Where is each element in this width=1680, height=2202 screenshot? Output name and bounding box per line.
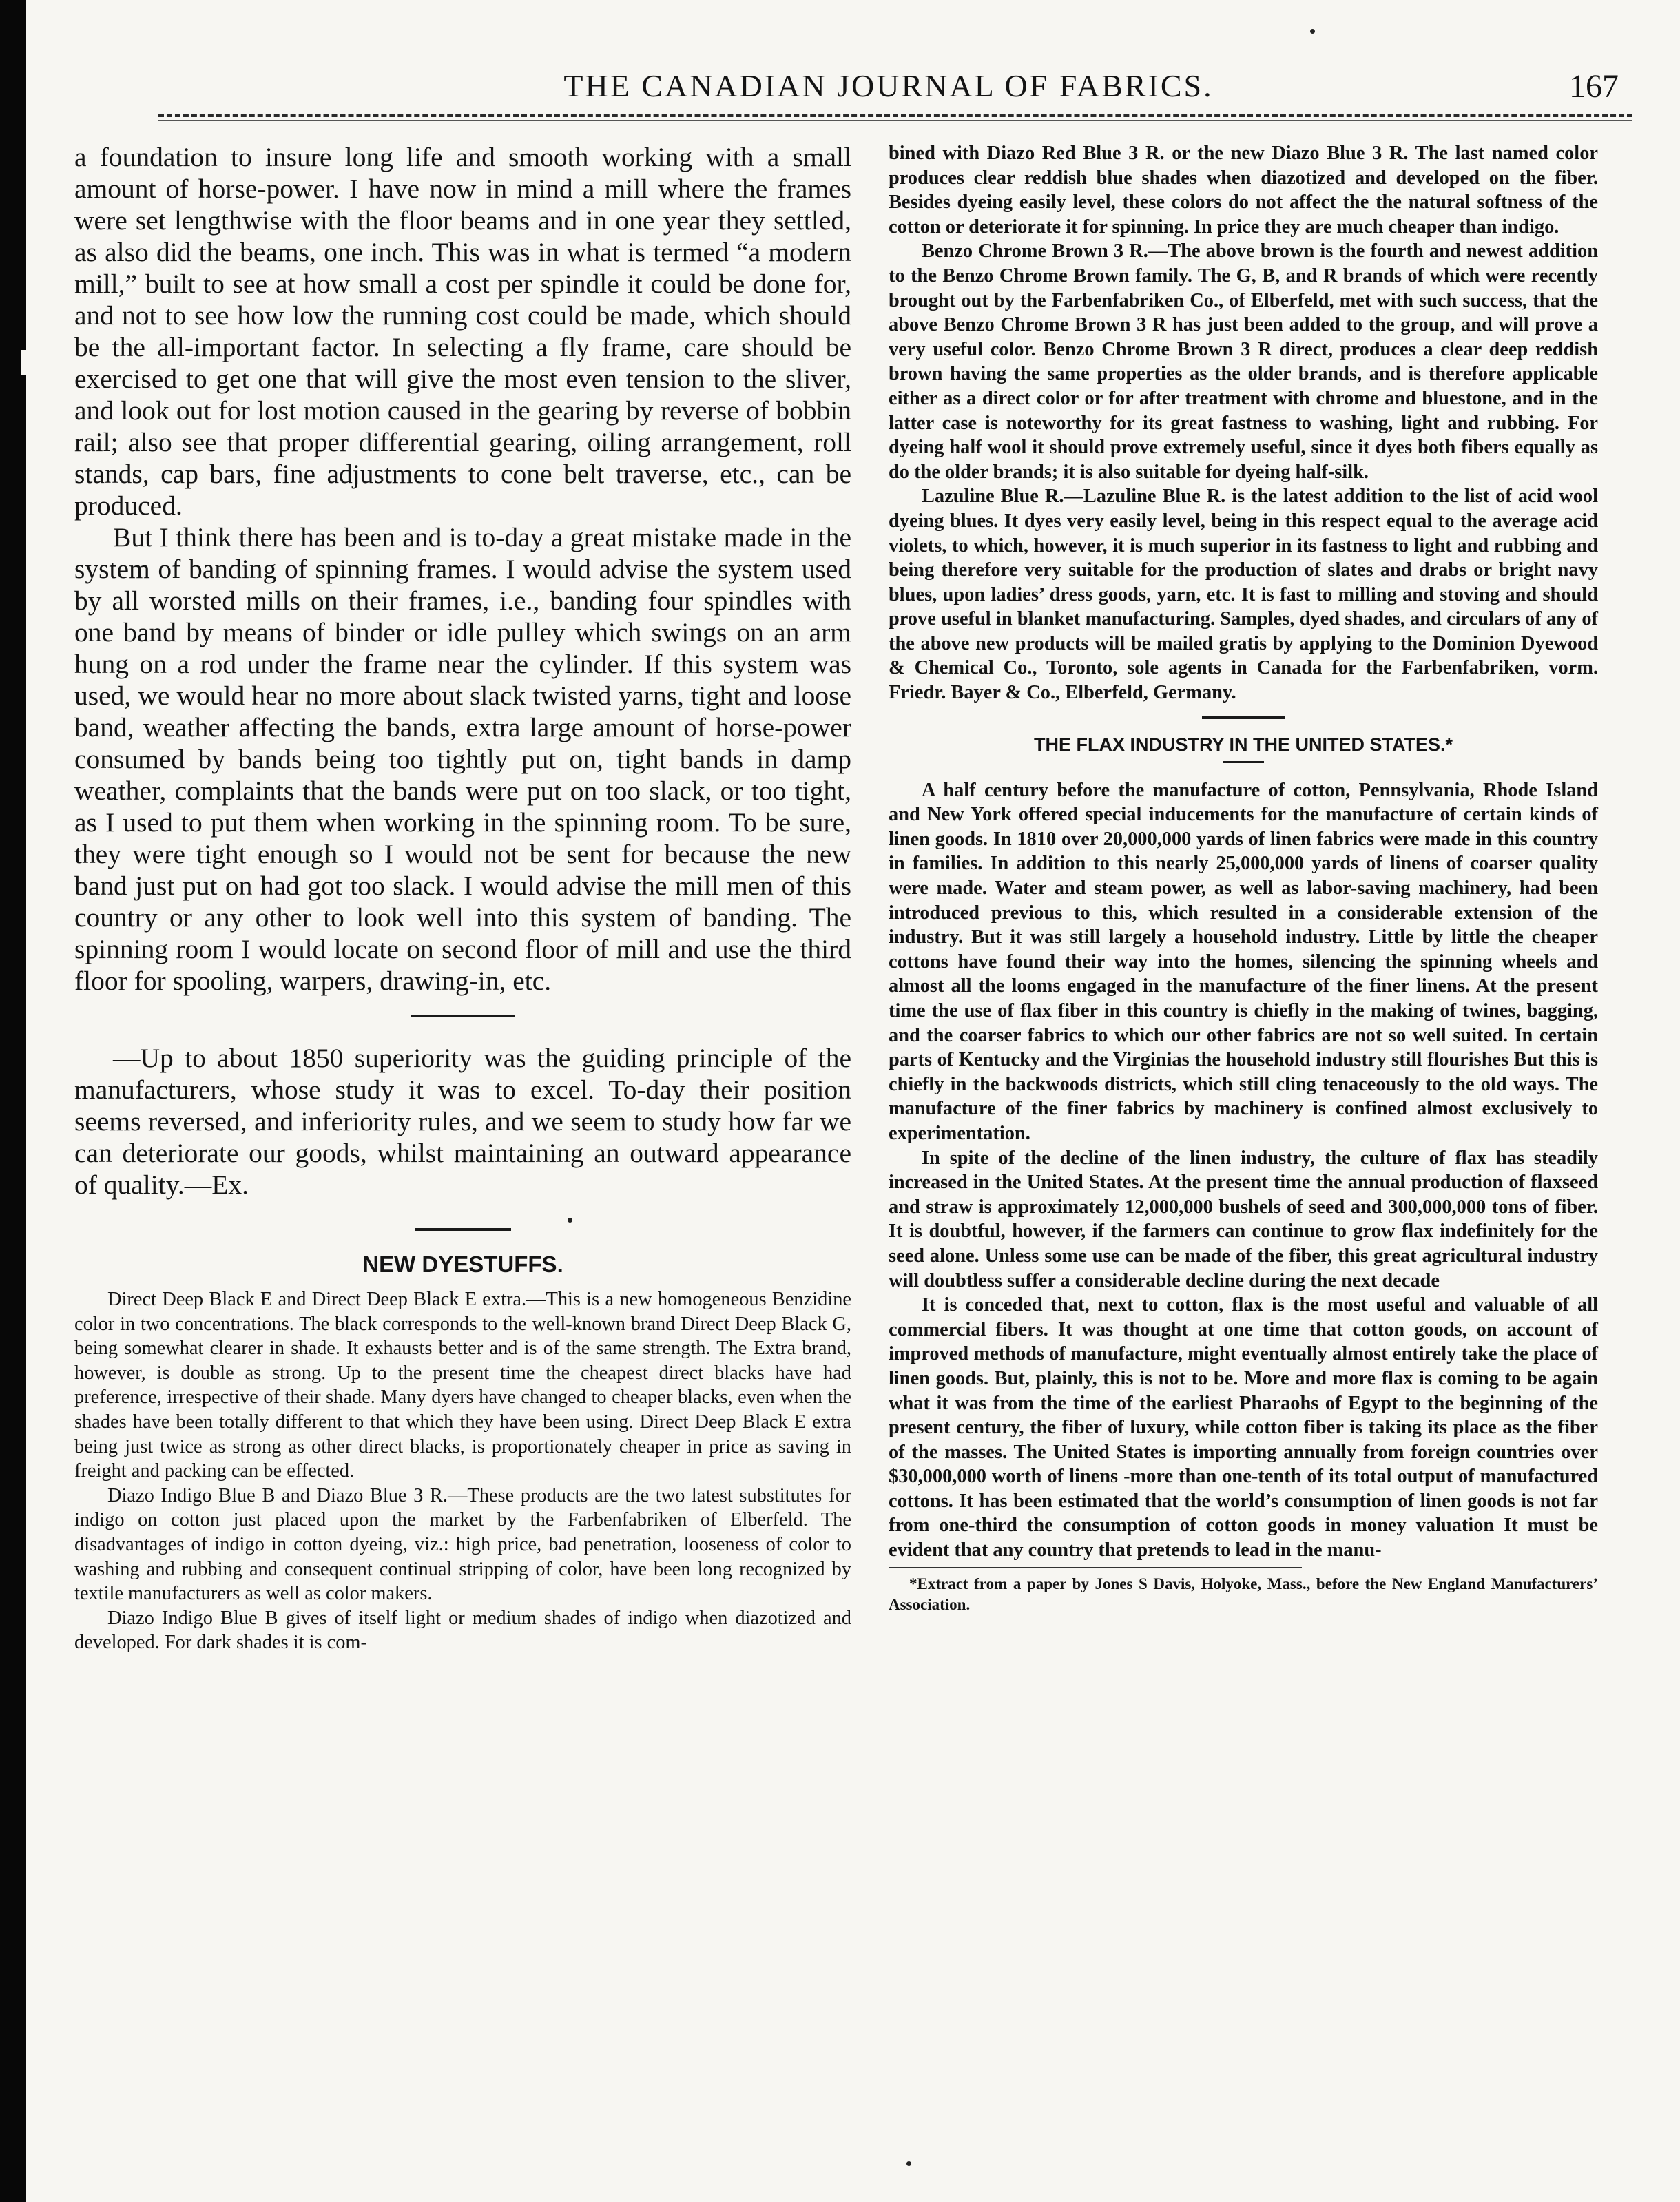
left-column: [74, 141, 851, 1655]
print-speck: [906, 2161, 911, 2166]
print-speck: [568, 1218, 572, 1223]
flax-paragraph-1: A half century before the manufacture of cotton, Pennsylvania, Rhode Island and New York offered special inducements for the manufacture of certain kinds of linen goods. In 1810 over 20,000,000 yards of linen fabrics were made in this country in families. In addition to this nearly 25,000,000 yards of linens of coarser quality were made. Water and steam power, as well as labor-saving machinery, had been introduced previous to this, which resulted in a considerable extension of the industry. But it was still largely a household industry. Little by little the cheaper cottons have found their way into the homes, silencing the spinning wheels and almost all the looms engaged in the manufacture of the finer linens. At the present time the use of flax fiber in this country is chiefly in the making of twines, bagging, and the coarser fabrics to which our other fabrics are not so well suited. In certain parts of Kentucky and the Virginias the household industry still flourishes But this is chiefly in the backwoods districts, which still cling tenaceously to the old ways. The manufacture of the finer fabrics by machinery is confined almost exclusively to experimentation.: [889, 779, 1598, 1144]
footnote-rule: [889, 1567, 1302, 1568]
flax-paragraph-3: It is conceded that, next to cotton, flax is the most useful and valuable of all commercial fibers. It was thought at one time that cotton goods, on account of improved methods of manufacture, might eventually almost entirely take the place of linen goods. But, plainly, this is not to be. More and more flax is coming to be again what it was from the time of the earliest Pharaohs of Egypt to the beginning of the present century, the fiber of luxury, while cotton fiber is taking its place as the fiber of the masses. The United States is importing annually from foreign countries over $30,000,000 worth of linens -more than one-tenth of its total output of manufactured cottons. It has been estimated that the world’s consumption of linen goods is not far from one-third the consumption of cotton goods in money valuation It must be evident that any country that pretends to lead in the manu-: [889, 1294, 1598, 1561]
heading-underline: [1223, 761, 1264, 763]
journal-title: THE CANADIAN JOURNAL OF FABRICS.: [563, 68, 1214, 103]
dyestuffs-paragraph-4: Benzo Chrome Brown 3 R.—The above brown is the fourth and newest addition to the Benzo Chrome Brown family. The G, B, and R brands of which were recently brought out by the Farbenfabriken Co., of Elberfeld, met with such success, that the above Benzo Chrome Brown 3 R has just been added to the group, and will prove a very useful color. Benzo Chrome Brown 3 R direct, produces a clear deep reddish brown having the same properties as the older brands, and is therefore applicable either as a direct color or for after treatment with chrome and bluestone, and in the latter case is noteworthy for its great fastness to washing, light and rubbing. For dyeing half wool it should prove extremely useful, since it dyes both fibers equally as do the older brands; it is also suitable for dyeing half-silk.: [889, 240, 1598, 483]
flax-heading: THE FLAX INDUSTRY IN THE UNITED STATES.*: [1033, 734, 1453, 755]
binding-notch: [21, 350, 36, 375]
page-number: 167: [1569, 68, 1619, 105]
header-rule-thin: [158, 120, 1632, 121]
section-divider: [415, 1228, 511, 1231]
header-rule: [158, 114, 1632, 117]
dyestuffs-paragraph-1: Direct Deep Black E and Direct Deep Black E extra.—This is a new homogeneous Benzidine color in two concentrations. The black corresponds to the well-known brand Direct Deep Black G, being somewhat clearer in shade. It exhausts better and is of the same strength. The Extra brand, however, is double as strong. Up to the present time the cheapest direct blacks have had preference, irrespective of their shade. Many dyers have changed to cheaper blacks, even when the shades have been totally different to that which they have been using. Direct Deep Black E extra being just twice as strong as other direct blacks, is proportionately cheaper in price as saving in freight and packing can be effected.: [74, 1289, 851, 1482]
right-column: [889, 141, 1598, 1615]
quality-paragraph: —Up to about 1850 superiority was the guiding principle of the manufacturers, whose study it was to excel. To-day their position seems reversed, and inferiority rules, and we seem to study how far we can deteriorate our goods, whilst maintaining an outward appearance of quality.—Ex.: [74, 1043, 851, 1200]
section-divider: [1202, 716, 1285, 719]
dyestuffs-paragraph-5: Lazuline Blue R.—Lazuline Blue R. is the latest addition to the list of acid wool dyeing blues. It dyes very easily level, being in this respect equal to the average acid violets, to which, however, it is much superior in its fastness to light and rubbing and being therefore very suitable for the production of slates and drabs or bright navy blues, upon ladies’ dress goods, yarn, etc. It is fast to milling and stoving and should prove useful in blanket manufacturing. Samples, dyed shades, and circulars of any of the above new products will be mailed gratis by applying to the Dominion Dyewood & Chemical Co., Toronto, sole agents in Canada for the Farbenfabriken, vorm. Friedr. Bayer & Co., Elberfeld, Germany.: [889, 486, 1598, 704]
spindle-paragraph-2: But I think there has been and is to-day a great mistake made in the system of banding of spinning frames. I would advise the system used by all worsted mills on their frames, i.e., banding four spindles with one band by means of binder or idle pulley which swings on an arm hung on a rod under the frame near the cylinder. If this system was used, we would hear no more about slack twisted yarns, tight and loose band, weather affecting the bands, extra large amount of horse-power consumed by bands being too tightly put on, tight bands in damp weather, complaints that the bands were put on too slack, or too tight, as I used to put them when working in the spinning room. To be sure, they were tight enough so I would not be sent for because the new band just put on had got too slack. I would advise the mill men of this country or any other to look well into this system of banding. The spinning room I would locate on second floor of mill and use the third floor for spooling, warpers, drawing-in, etc.: [74, 522, 851, 996]
dyestuffs-paragraph-2: Diazo Indigo Blue B and Diazo Blue 3 R.—These products are the two latest substitutes for indigo on cotton just placed upon the market by the Farbenfabriken of Elberfeld. The disadvantages of indigo in cotton dyeing, viz.: high price, bad penetration, looseness of color to washing and rubbing and consequent continual stripping of color, have been long recognized by textile manufacturers as well as color makers.: [74, 1484, 851, 1605]
dyestuffs-paragraph-3: Diazo Indigo Blue B gives of itself light or medium shades of indigo when diazotized and developed. For dark shades it is com-: [74, 1607, 851, 1654]
page-header: [158, 67, 1619, 109]
binding-edge: [0, 0, 26, 2202]
footnote: *Extract from a paper by Jones S Davis, Holyoke, Mass., before the New England Manufacturers’ Association.: [889, 1575, 1598, 1613]
dyestuffs-heading: NEW DYESTUFFS.: [362, 1251, 563, 1277]
dyestuffs-paragraph-3-continued: bined with Diazo Red Blue 3 R. or the new Diazo Blue 3 R. The last named color produces clear reddish blue shades when diazotized and developed on the fiber. Besides dyeing easily level, these colors do not affect the the natural softness of the cotton or deteriorate it for spinning. In price they are much cheaper than indigo.: [889, 143, 1598, 238]
spindle-paragraph-1: a foundation to insure long life and smooth working with a small amount of horse-power. I have now in mind a mill where the frames were set lengthwise with the floor beams and in one year they settled, as also did the beams, one inch. This was in what is termed “a modern mill,” built to see at how small a cost per spindle it could be done for, and not to see how low the running cost could be made, which should be the all-important factor. In selecting a fly frame, care should be exercised to get one that will give the most even tension to the sliver, and look out for lost motion caused in the gearing by reverse of bobbin rail; also see that proper differential gearing, oiling arrangement, roll stands, cap bars, fine adjustments to cone belt traverse, etc., can be produced.: [74, 142, 851, 521]
flax-paragraph-2: In spite of the decline of the linen industry, the culture of flax has steadily increased in the United States. At the present time the annual production of flaxseed and straw is approximately 12,000,000 bushels of seed and 300,000,000 tons of fiber. It is doubtful, however, if the farmers can continue to grow flax indefinitely for the seed alone. Unless some use can be made of the fiber, this great agricultural industry will doubtless suffer a considerable decline during the next decade: [889, 1147, 1598, 1291]
print-speck: [1310, 29, 1315, 34]
section-divider: [411, 1015, 515, 1017]
